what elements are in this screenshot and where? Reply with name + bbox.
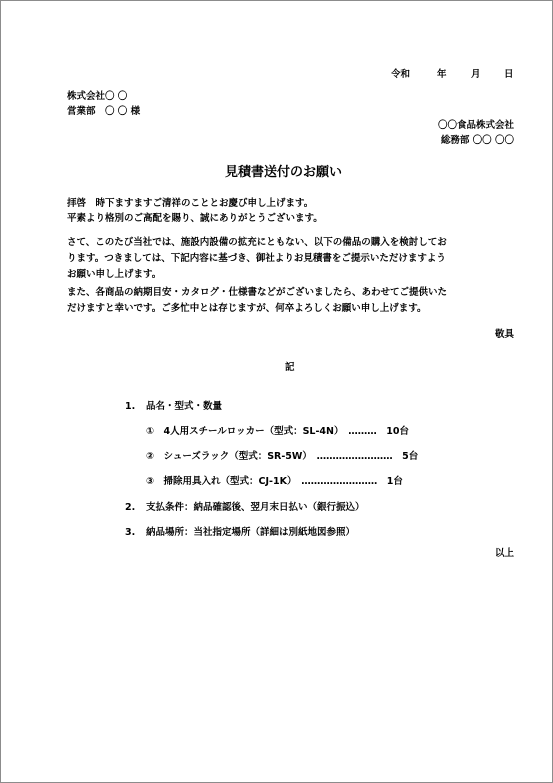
- additional-paragraph: [67, 285, 517, 317]
- greeting-paragraph: [67, 196, 517, 226]
- greeting-line: 拝啓 時下ますますご清祥のこととお慶び申し上げます。: [67, 198, 314, 209]
- item-number: 3.: [125, 527, 136, 538]
- item-label: 品名・型式・数量: [146, 401, 223, 412]
- recipient-department: 営業部 〇 〇 様: [67, 106, 141, 117]
- document-title: 見積書送付のお願い: [225, 165, 343, 180]
- date-year: 年: [437, 69, 447, 80]
- date-month: 月: [471, 69, 481, 80]
- sub-item: ① 4人用スチールロッカー（型式：SL-4N） ……… 10台: [146, 426, 409, 437]
- item-number: 1.: [125, 401, 136, 412]
- date-day: 日: [504, 69, 514, 80]
- item-label: 支払条件：納品確認後、翌月末日払い（銀行振込）: [146, 502, 365, 513]
- closing-ijo: 以上: [494, 548, 514, 559]
- paragraph-line: お願い申し上げます。: [67, 269, 162, 280]
- ki-heading: 記: [285, 362, 295, 373]
- paragraph-line: ります。つきましては、下記内容に基づき、御社よりお見積書をご提示いただけますよう: [67, 253, 446, 264]
- sub-item: ③ 掃除用具入れ（型式：CJ-1K） …………………… 1台: [146, 476, 403, 487]
- item-number: 2.: [125, 502, 136, 513]
- paragraph-line: さて、このたび当社では、施設内設備の拡充にともない、以下の備品の購入を検討してお: [67, 237, 447, 248]
- paragraph-line: また、各商品の納期目安・カタログ・仕様書などがございましたら、あわせてご提供いた: [67, 287, 448, 298]
- greeting-line: 平素より格別のご高配を賜り、誠にありがとうございます。: [67, 213, 323, 224]
- sub-item: ② シューズラック（型式：SR-5W） …………………… 5台: [146, 451, 419, 462]
- item-label: 納品場所：当社指定場所（詳細は別紙地図参照）: [146, 527, 356, 538]
- paragraph-line: だけますと幸いです。ご多忙中とは存じますが、何卒よろしくお願い申し上げます。: [67, 303, 427, 314]
- sender-company: 〇〇食品株式会社: [437, 120, 514, 131]
- recipient-company: 株式会社〇 〇: [67, 91, 128, 102]
- request-paragraph: [67, 235, 517, 283]
- closing-keigu: 敬具: [494, 329, 514, 340]
- date-era: 令和: [391, 69, 411, 80]
- sender-department: 総務部 〇〇 〇〇: [440, 135, 514, 146]
